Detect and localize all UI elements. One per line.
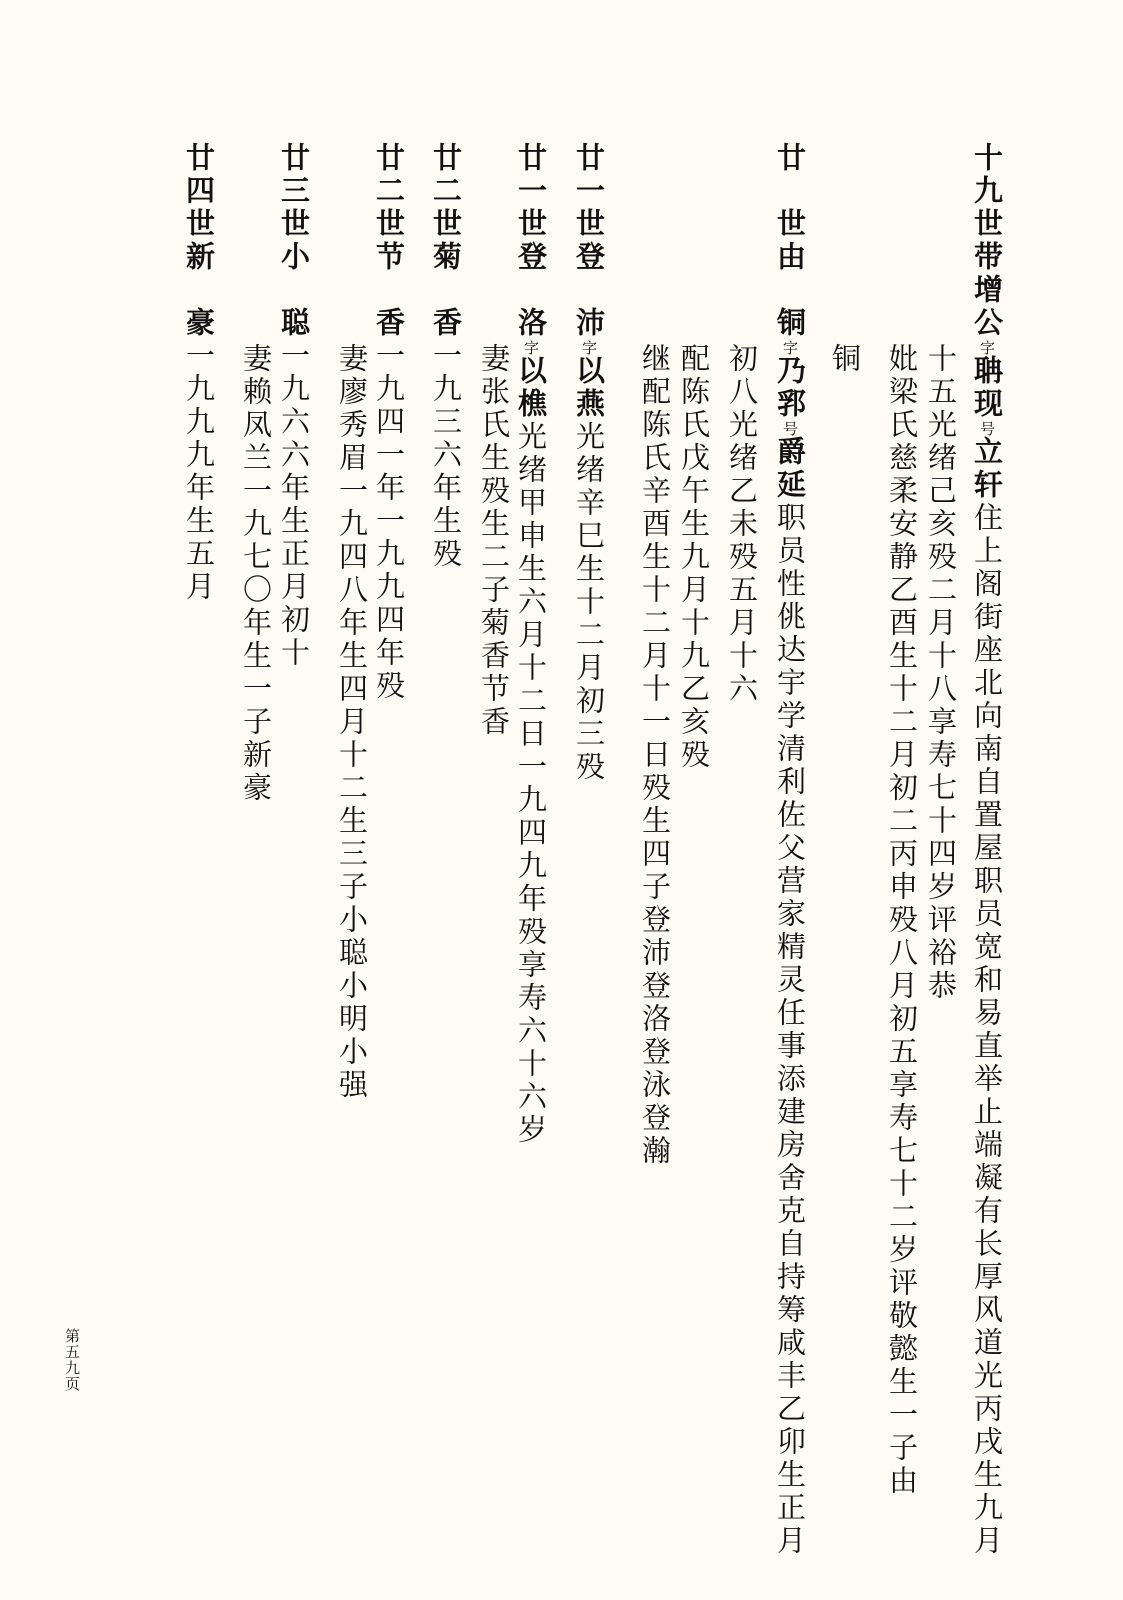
hao-mark: 号 <box>781 421 799 436</box>
generation-label: 廿三世 <box>277 142 311 241</box>
column-20th-gen-header <box>773 142 807 1558</box>
death-text: 一九九四年殁 <box>372 505 406 703</box>
wife-text: 妻赖凤兰一九七〇年 <box>239 343 273 640</box>
death-text: 十五光绪己亥殁二月十八享寿七十四岁评裕恭 <box>924 343 958 1003</box>
person-name: 菊 香 <box>429 241 463 340</box>
generation-label: 廿一世 <box>514 142 548 241</box>
child-name: 节香 <box>477 673 511 739</box>
art-name: 爵延 <box>773 436 807 502</box>
child-name: 小强 <box>335 1036 369 1102</box>
column-19th-gen-death <box>924 343 958 1003</box>
born-label: 生 <box>477 442 511 475</box>
zi-mark: 字 <box>781 340 799 355</box>
column-21st-gen-wife <box>470 343 518 739</box>
death-label: 殁 <box>429 538 463 571</box>
second-wife-text: 继配陈氏辛酉生十二月十一日 <box>638 343 672 772</box>
column-23rd-gen-wife <box>232 343 280 805</box>
bio-text: 光绪辛巳生十二月初三殁 <box>572 421 606 784</box>
column-24th-gen-xinhao <box>182 142 216 604</box>
column-20th-gen-second-wife <box>631 343 679 1168</box>
person-name: 小 聪 <box>277 241 311 340</box>
generation-label: 廿 世 <box>773 142 807 241</box>
sons-count: 生一子 <box>239 640 273 739</box>
zi-mark: 字 <box>522 340 540 355</box>
courtesy-name: 以樵 <box>514 355 548 421</box>
wife-text: 妻张氏 <box>477 343 511 442</box>
bio-text: 一九四一年 <box>372 340 406 505</box>
death-label: 殁 <box>477 475 511 508</box>
column-20th-gen-dates <box>725 343 759 706</box>
sons-count: 生三子 <box>335 805 369 904</box>
child-name: 登沛 <box>638 904 672 970</box>
zi-mark: 字 <box>580 340 598 355</box>
hao-mark: 号 <box>978 421 996 436</box>
bio-text: 一九三六年生 <box>429 340 463 538</box>
courtesy-name: 乃郛 <box>773 355 807 421</box>
bio-text: 一九九九年生五月 <box>182 340 216 604</box>
wife-text: 妻廖秀眉一九四八年生四月十二 <box>335 343 369 805</box>
generation-label: 廿二世 <box>429 142 463 241</box>
column-22nd-gen-wife <box>328 343 376 1102</box>
column-22nd-gen-juxiang <box>422 142 470 571</box>
child-name: 新豪 <box>239 739 273 805</box>
generation-label: 十九世 <box>970 142 1004 241</box>
child-name: 登泳 <box>638 1036 672 1102</box>
person-name: 登 洛 <box>514 241 548 340</box>
person-name: 由 铜 <box>773 241 807 340</box>
person-name: 登 沛 <box>572 241 606 340</box>
son-name: 由 <box>885 1465 919 1498</box>
bio-text: 一九六六年生正月初十 <box>277 340 311 670</box>
person-name: 新 豪 <box>182 241 216 340</box>
bio-text: 职员性佻达宇学清利佐父营家精灵任事添建房舍克自持筹咸丰乙卯生正月 <box>773 502 807 1558</box>
column-20th-gen-wife <box>677 343 711 772</box>
child-name: 菊香 <box>477 607 511 673</box>
column-19th-gen-wife <box>878 343 926 1498</box>
column-21st-gen-dengpei <box>572 142 606 784</box>
sons-count: 生四子 <box>638 805 672 904</box>
wife-text: 配陈氏戊午生九月十九乙亥殁 <box>677 343 711 772</box>
courtesy-name: 聃现 <box>970 355 1004 421</box>
person-name: 节 香 <box>372 241 406 340</box>
column-19th-gen-header <box>970 142 1004 1558</box>
zi-mark: 字 <box>978 340 996 355</box>
column-22nd-gen-jiexiang <box>372 142 406 703</box>
art-name: 立轩 <box>970 436 1004 502</box>
courtesy-name: 以燕 <box>572 355 606 421</box>
column-23rd-gen-xiaocong <box>277 142 311 670</box>
bio-text: 光绪甲申生六月十二日一九四九年殁享寿六十六岁 <box>514 421 548 1147</box>
sons-count: 生一子 <box>885 1366 919 1465</box>
bio-text: 住上阁街座北向南自置屋职员宽和易直举止端凝有长厚风道光丙戌生九月 <box>970 502 1004 1558</box>
child-name: 小聪 <box>335 904 369 970</box>
wife-text: 妣梁氏慈柔安静乙酉生十二月初二丙申殁八月初五享寿七十二岁评敬懿 <box>885 343 919 1366</box>
generation-label: 廿四世 <box>182 142 216 241</box>
child-name: 登瀚 <box>638 1102 672 1168</box>
person-name: 带增公 <box>970 241 1004 340</box>
dates-text: 初八光绪乙未殁五月十六 <box>725 343 759 706</box>
column-19th-gen-son-cont <box>828 343 862 376</box>
generation-label: 廿一世 <box>572 142 606 241</box>
generation-label: 廿二世 <box>372 142 406 241</box>
column-21st-gen-dengluo <box>514 142 548 1147</box>
death-label: 殁 <box>638 772 672 805</box>
son-name-cont: 铜 <box>828 343 862 376</box>
child-name: 登洛 <box>638 970 672 1036</box>
child-name: 小明 <box>335 970 369 1036</box>
sons-count: 生二子 <box>477 508 511 607</box>
page-number: 第五九页 <box>63 1328 81 1392</box>
